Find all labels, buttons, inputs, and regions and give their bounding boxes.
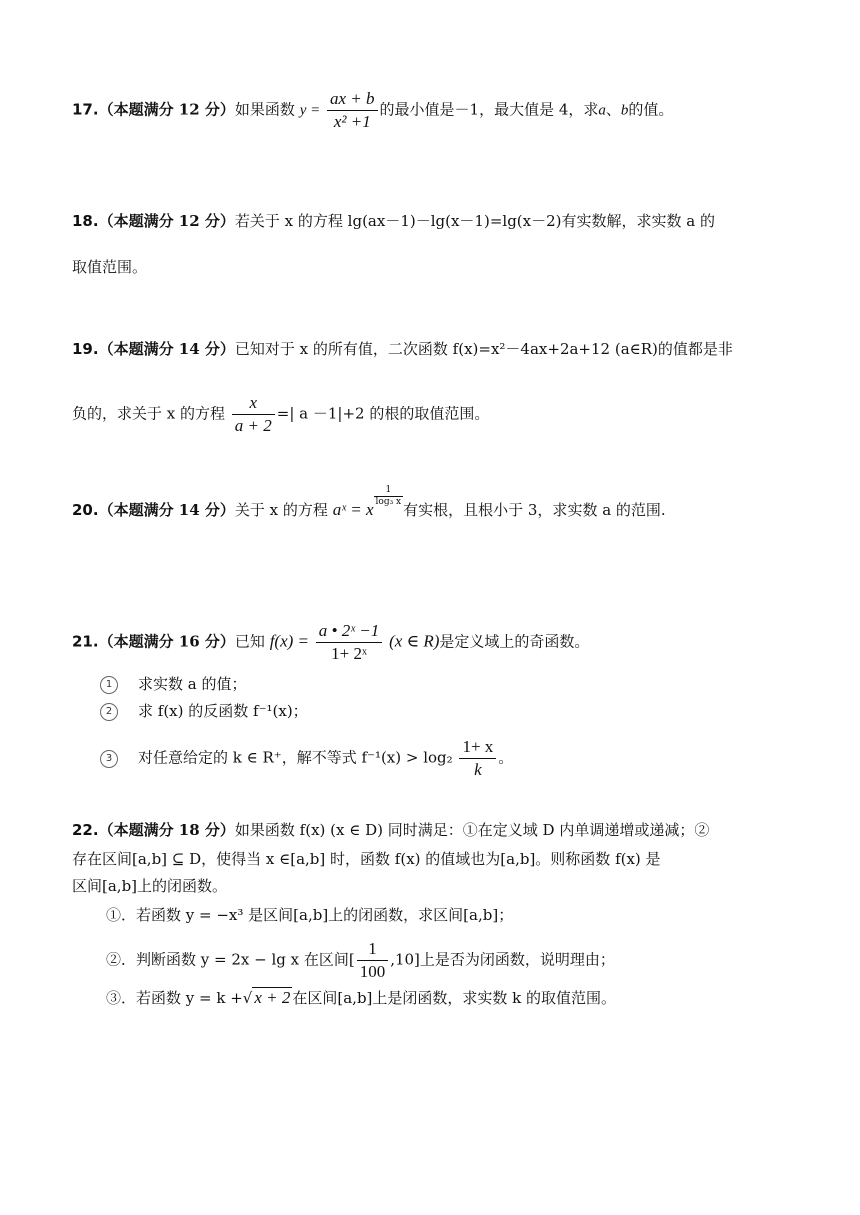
question-number: 21. — [72, 632, 99, 651]
question-22 — [72, 818, 800, 842]
item-text: 求 f(x) 的反函数 f⁻¹(x)； — [138, 702, 308, 720]
question-18 — [72, 209, 800, 233]
exponent-numerator: 1 — [374, 485, 404, 497]
question-22-line3 — [72, 874, 800, 898]
item-text: 求实数 a 的值； — [138, 675, 247, 693]
math-a: a — [598, 102, 606, 119]
question-text: 取值范围。 — [72, 258, 148, 276]
question-number: 17. — [72, 100, 99, 119]
question-text: 已知对于 x 的所有值，二次函数 f(x)=x²－4ax+2a+12 (a∈R)的值都是非 — [234, 340, 733, 358]
question-text: =| a －1|+2 的根的取值范围。 — [276, 404, 490, 423]
question-text: 如果函数 f(x) (x ∈ D) 同时满足：①在定义域 D 内单调递增或递减；② — [234, 821, 710, 839]
question-text: 已知 — [234, 632, 265, 651]
question-21 — [72, 620, 800, 665]
math-fx: f(x) = — [269, 631, 310, 651]
score-tag: （本题满分 12 分） — [98, 100, 235, 119]
item-text: 对任意给定的 k ∈ R⁺，解不等式 f⁻¹(x) > log₂ — [138, 748, 453, 767]
math-y: y = — [299, 102, 321, 119]
fraction-numerator: 1 — [357, 938, 389, 961]
question-text: 关于 x 的方程 — [234, 501, 328, 519]
question-text: 的最小值是－1，最大值是 4，求 — [379, 100, 599, 119]
score-tag: （本题满分 16 分） — [98, 632, 235, 651]
sub-item-2 — [100, 699, 308, 723]
sub-item-1 — [100, 672, 246, 696]
separator: 、 — [605, 100, 621, 119]
fraction-denominator: x² +1 — [333, 112, 371, 131]
sub-item-22-2 — [106, 938, 615, 983]
fraction-denominator: 100 — [359, 962, 386, 981]
item-marker: 3 — [100, 750, 118, 768]
question-text: 负的，求关于 x 的方程 — [72, 404, 225, 423]
score-tag: （本题满分 12 分） — [98, 212, 235, 230]
item-text: 。 — [498, 748, 514, 767]
fraction — [459, 736, 496, 781]
score-tag: （本题满分 18 分） — [98, 821, 235, 839]
question-19-line2 — [72, 392, 800, 437]
item-text: ②．判断函数 y = 2x − lg x 在区间[ — [106, 950, 355, 969]
question-text: 的值。 — [628, 100, 674, 119]
question-text: 有实根，且根小于 3，求实数 a 的范围. — [403, 501, 666, 519]
item-text: ,10]上是否为闭函数，说明理由； — [390, 950, 615, 969]
question-19 — [72, 337, 800, 361]
fraction — [232, 392, 275, 437]
question-number: 20. — [72, 501, 99, 519]
item-marker: 1 — [100, 676, 118, 694]
score-tag: （本题满分 14 分） — [98, 340, 235, 358]
fraction-denominator: a + 2 — [234, 416, 272, 435]
item-marker: 2 — [100, 703, 118, 721]
fraction-numerator: 1+ x — [459, 736, 496, 759]
question-number: 18. — [72, 212, 99, 230]
score-tag: （本题满分 14 分） — [98, 501, 235, 519]
sqrt-radicand: x + 2 — [254, 988, 291, 1007]
fraction-numerator: a • 2ˣ −1 — [316, 620, 382, 643]
fraction-numerator: ax + b — [327, 88, 378, 111]
equation-left: aˣ = x — [332, 500, 374, 519]
exponent-fraction — [374, 485, 404, 508]
fraction-denominator: k — [474, 760, 482, 779]
math-b: b — [620, 102, 629, 119]
fraction-numerator: x — [232, 392, 275, 415]
item-text: 在区间[a,b]上是闭函数，求实数 k 的取值范围。 — [292, 989, 617, 1007]
fraction — [327, 88, 378, 133]
question-text: 是定义域上的奇函数。 — [439, 632, 590, 651]
question-text: 区间[a,b]上的闭函数。 — [72, 877, 228, 895]
question-20 — [72, 485, 800, 522]
math-domain: (x ∈ R) — [389, 631, 440, 651]
item-text: ①．若函数 y = −x³ 是区间[a,b]上的闭函数，求区间[a,b]； — [106, 906, 514, 924]
question-22-line2 — [72, 847, 800, 871]
sub-item-22-3 — [106, 986, 616, 1010]
fraction — [357, 938, 389, 983]
fraction — [316, 620, 382, 665]
question-text: 如果函数 — [234, 100, 295, 119]
question-text: 若关于 x 的方程 lg(ax－1)－lg(x－1)=lg(x－2)有实数解，求实数 a 的 — [234, 212, 715, 230]
sub-item-3 — [100, 736, 513, 781]
question-number: 22. — [72, 821, 99, 839]
fraction-denominator: 1+ 2ˣ — [331, 644, 367, 663]
question-number: 19. — [72, 340, 99, 358]
item-text: ③．若函数 y = k + — [106, 989, 243, 1007]
sub-item-22-1 — [106, 903, 513, 927]
question-17 — [72, 88, 800, 133]
sqrt-symbol: √ — [242, 989, 253, 1007]
exponent-denominator: log₃ x — [375, 497, 402, 507]
question-text: 存在区间[a,b] ⊆ D，使得当 x ∈[a,b] 时，函数 f(x) 的值域也为[a,b]。则称函数 f(x) 是 — [72, 850, 661, 868]
question-18-line2 — [72, 255, 800, 279]
